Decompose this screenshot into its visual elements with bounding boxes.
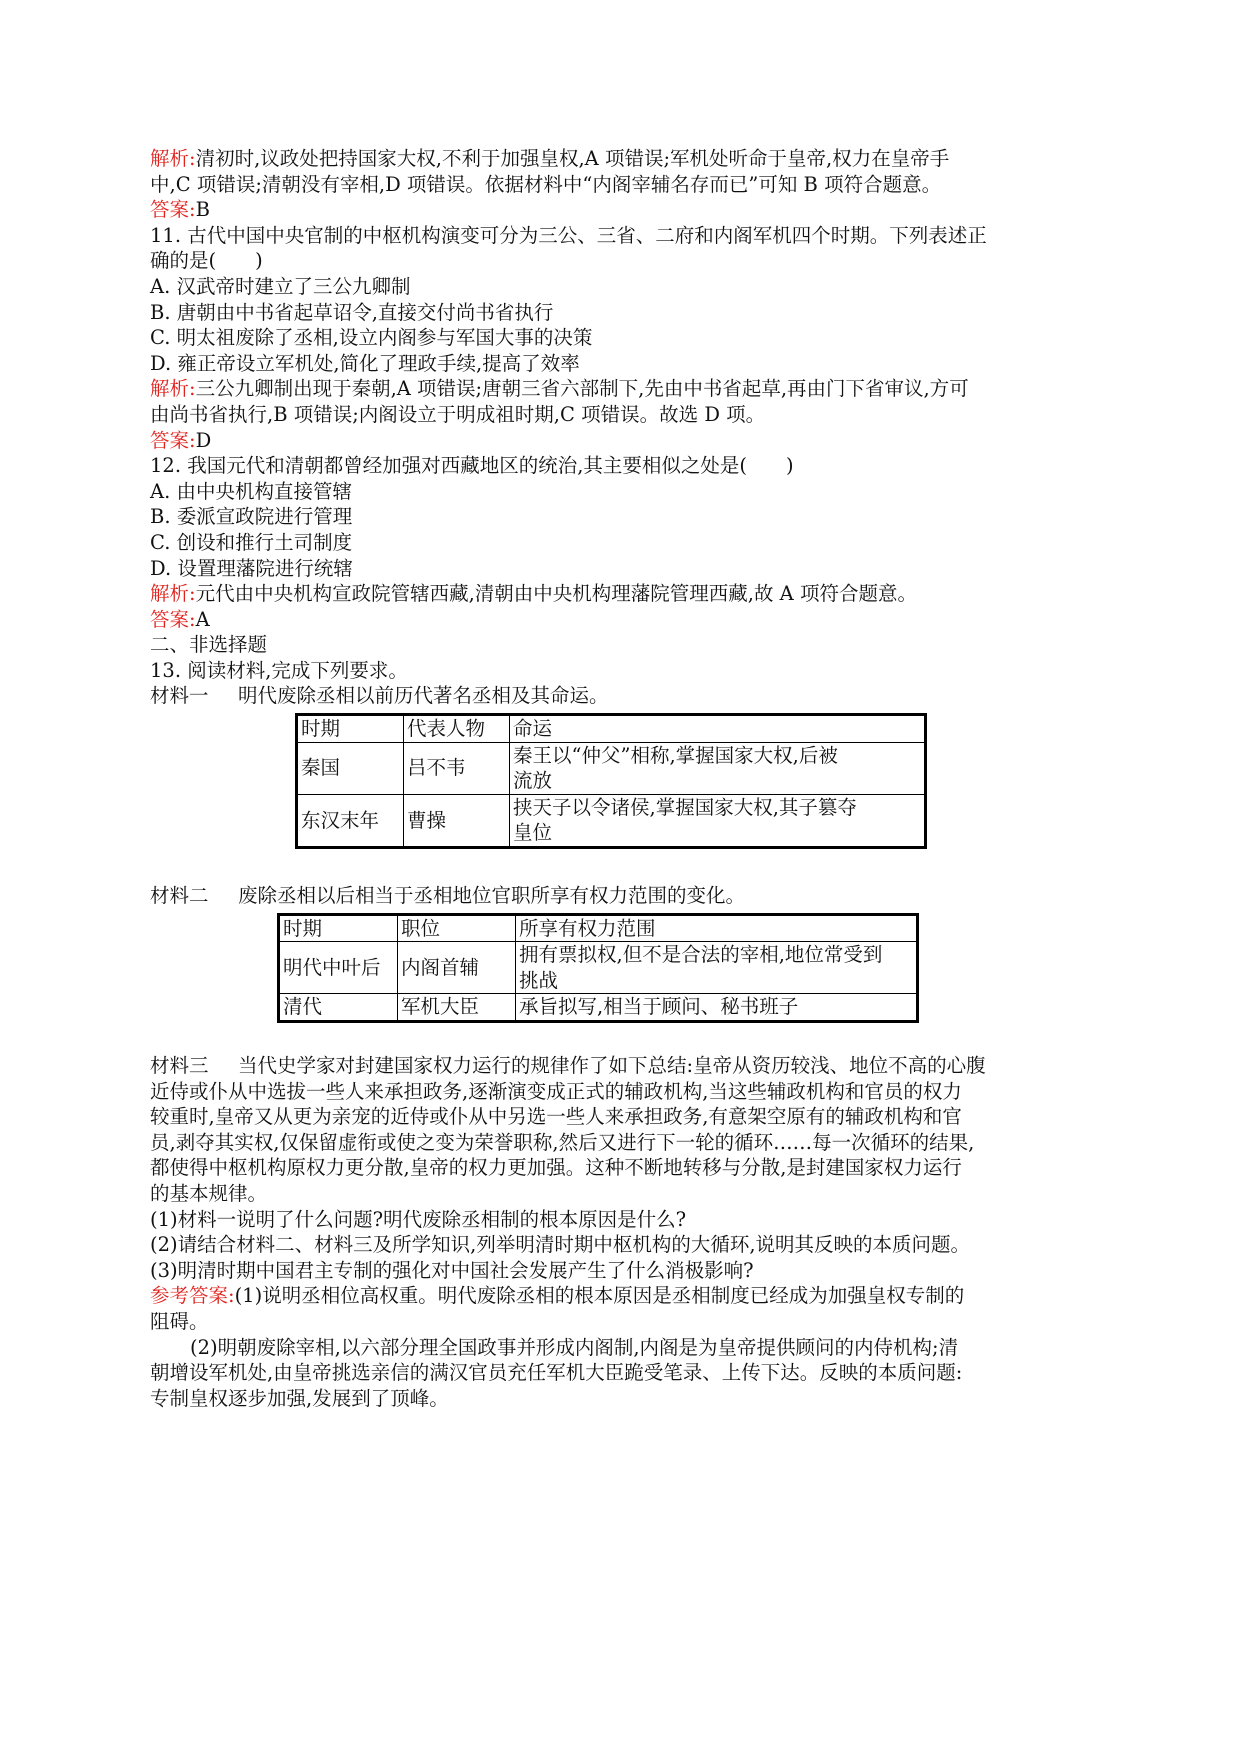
requirement-3: (3)明清时期中国君主专制的强化对中国社会发展产生了什么消极影响? [150,1258,754,1282]
reference-answer-1-line1: 参考答案:(1)说明丞相位高权重。明代废除丞相的根本原因是丞相制度已经成为加强皇权专制的 [150,1284,965,1308]
analysis-label: 解析: [150,147,196,170]
material-3-line6: 的基本规律。 [150,1181,268,1205]
table-row [279,994,918,1022]
material-3-line4: 员,剥夺其实权,仅保留虚衔或使之变为荣誉职称,然后又进行下一轮的循环……每一次循环的结果, [150,1130,975,1154]
q11-option-b: B. 唐朝由中书省起草诏令,直接交付尚书省执行 [150,300,554,324]
table-header-cell: 时期 [279,914,398,942]
material-3-line5: 都使得中枢机构原权力更分散,皇帝的权力更加强。这种不断地转移与分散,是封建国家权力运行 [150,1156,962,1180]
q12-option-c: C. 创设和推行土司制度 [150,530,353,554]
material-label: 材料三 [150,1054,209,1077]
analysis-label: 解析: [150,377,196,401]
table-cell: 明代中叶后 [279,942,398,994]
table-row [297,794,926,847]
table-cell: 秦王以“仲父”相称,掌握国家大权,后被 流放 [510,742,926,794]
q11-analysis-line2: 由尚书省执行,B 项错误;内阁设立于明成祖时期,C 项错误。故选 D 项。 [150,402,766,426]
q10-analysis-line1: 解析:清初时,议政处把持国家大权,不利于加强皇权,A 项错误;军机处听命于皇帝,权力在皇帝手 [150,147,950,170]
table-cell: 挟天子以令诸侯,掌握国家大权,其子篡夺 皇位 [510,794,926,847]
q11-stem-line2: 确的是( ) [150,249,263,273]
table-cell: 内阁首辅 [398,942,516,994]
table-header-cell: 代表人物 [404,715,510,743]
q11-option-c: C. 明太祖废除了丞相,设立内阁参与军国大事的决策 [150,326,593,350]
document-page [150,146,1090,1411]
table-cell: 曹操 [404,794,510,847]
table-cell: 秦国 [297,742,404,794]
q11-answer: 答案:D [150,428,212,452]
q12-stem: 12. 我国元代和清朝都曾经加强对西藏地区的统治,其主要相似之处是( ) [150,454,794,478]
table-cell: 拥有票拟权,但不是合法的宰相,地位常受到 挑战 [516,942,918,994]
table-row [297,742,926,794]
table-cell: 吕不韦 [404,742,510,794]
answer-label: 答案: [150,607,196,631]
q11-stem-line1: 11. 古代中国中央官制的中枢机构演变可分为三公、三省、二府和内阁军机四个时期。下列表述正 [150,223,987,247]
requirement-2: (2)请结合材料二、材料三及所学知识,列举明清时期中枢机构的大循环,说明其反映的本质问题。 [150,1233,971,1257]
q12-analysis: 解析:元代由中央机构宣政院管辖西藏,清朝由中央机构理藩院管理西藏,故 A 项符合题意。 [150,582,917,606]
reference-answer-2-line3: 专制皇权逐步加强,发展到了顶峰。 [150,1386,449,1410]
reference-answer-2-line1: (2)明朝废除宰相,以六部分理全国政事并形成内阁制,内阁是为皇帝提供顾问的内侍机构;清 [190,1335,959,1359]
reference-answer-2-line2: 朝增设军机处,由皇帝挑选亲信的满汉官员充任军机大臣跪受笔录、上传下达。反映的本质问题: [150,1361,963,1385]
analysis-label: 解析: [150,582,196,606]
q10-answer: 答案:B [150,198,210,222]
table-header-cell: 所享有权力范围 [516,914,918,942]
material-3-line3: 较重时,皇帝又从更为亲宠的近侍或仆从中另选一些人来承担政务,有意架空原有的辅政机构和官 [150,1105,962,1129]
q12-answer: 答案:A [150,607,210,631]
table-header-row [279,914,918,942]
q12-option-a: A. 由中央机构直接管辖 [150,479,352,503]
table-header-cell: 命运 [510,715,926,743]
table-chancellors [295,713,927,849]
table-cell: 军机大臣 [398,994,516,1022]
material-3-line1: 材料三 当代史学家对封建国家权力运行的规律作了如下总结:皇帝从资历较浅、地位不高的心腹 [150,1054,986,1077]
q11-option-a: A. 汉武帝时建立了三公九卿制 [150,274,411,298]
material-2: 材料二 废除丞相以后相当于丞相地位官职所享有权力范围的变化。 [150,884,746,908]
table-cell: 承旨拟写,相当于顾问、秘书班子 [516,994,918,1022]
section-heading: 二、非选择题 [150,633,268,657]
table-header-cell: 职位 [398,914,516,942]
table-cell: 东汉末年 [297,794,404,847]
reference-answer-1-line2: 阻碍。 [150,1309,209,1333]
reference-answer-label: 参考答案: [150,1284,235,1308]
q13-stem: 13. 阅读材料,完成下列要求。 [150,658,408,682]
material-label: 材料一 [150,684,209,708]
q10-analysis-line2: 中,C 项错误;清朝没有宰相,D 项错误。依据材料中“内阁宰辅名存而已”可知 B 项符合题意。 [150,172,942,196]
material-label: 材料二 [150,884,209,908]
table-header-row [297,715,926,743]
answer-label: 答案: [150,198,196,222]
q12-option-b: B. 委派宣政院进行管理 [150,505,353,529]
table-power-scope [277,913,919,1023]
table-cell: 清代 [279,994,398,1022]
q12-option-d: D. 设置理藩院进行统辖 [150,556,353,580]
table-header-cell: 时期 [297,715,404,743]
requirement-1: (1)材料一说明了什么问题?明代废除丞相制的根本原因是什么? [150,1207,687,1231]
material-1: 材料一 明代废除丞相以前历代著名丞相及其命运。 [150,684,609,708]
material-3-line2: 近侍或仆从中选拔一些人来承担政务,逐渐演变成正式的辅政机构,当这些辅政机构和官员的权力 [150,1079,962,1103]
q11-analysis-line1: 解析:三公九卿制出现于秦朝,A 项错误;唐朝三省六部制下,先由中书省起草,再由门下省审议,方可 [150,377,969,401]
answer-label: 答案: [150,428,196,452]
q11-option-d: D. 雍正帝设立军机处,简化了理政手续,提高了效率 [150,351,580,375]
table-row [279,942,918,994]
